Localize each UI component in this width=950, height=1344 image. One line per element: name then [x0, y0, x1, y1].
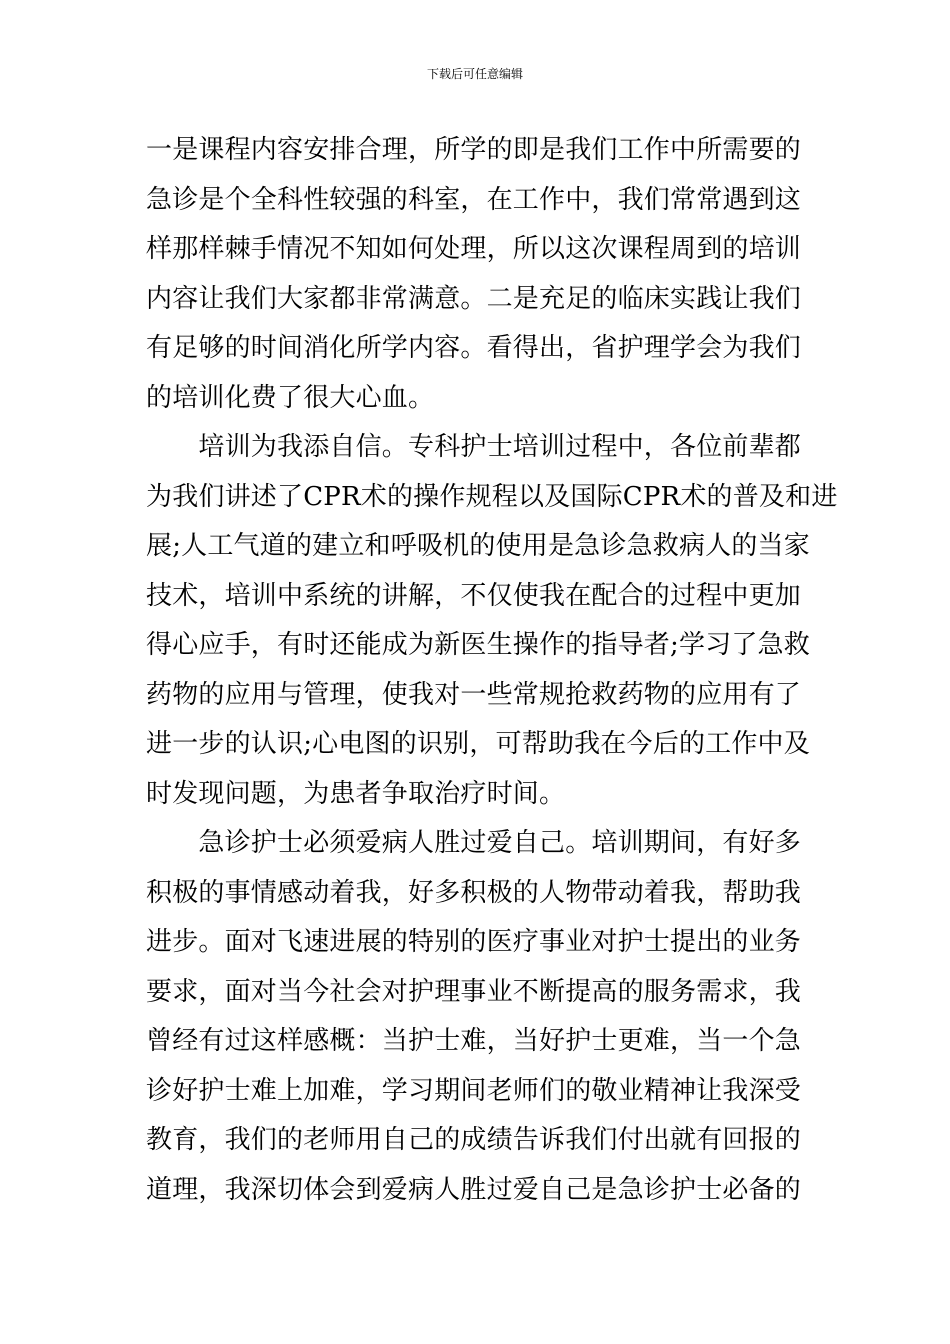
- text-line: 曾经有过这样感概：当护士难，当好护士更难，当一个急: [146, 1026, 802, 1056]
- text-line: 道理，我深切体会到爱病人胜过爱自己是急诊护士必备的: [146, 1174, 802, 1205]
- text-line: 技术，培训中系统的讲解，不仅使我在配合的过程中更加: [146, 580, 802, 611]
- text-line: 一是课程内容安排合理，所学的即是我们工作中所需要的: [146, 135, 802, 165]
- text-line: 为我们讲述了CPR术的操作规程以及国际CPR术的普及和进: [146, 481, 838, 512]
- text-line: 培训为我添自信。专科护士培训过程中，各位前辈都: [146, 432, 802, 462]
- text-line: 内容让我们大家都非常满意。二是充足的临床实践让我们: [146, 283, 802, 314]
- body-text: [146, 126, 838, 1215]
- text-line: 要求，面对当今社会对护理事业不断提高的服务需求，我: [146, 976, 802, 1007]
- text-line: 的培训化费了很大心血。: [146, 382, 435, 413]
- text-line: 进一步的认识;心电图的识别，可帮助我在今后的工作中及: [146, 729, 810, 759]
- text-line: 展;人工气道的建立和呼吸机的使用是急诊急救病人的当家: [146, 531, 810, 561]
- text-line: 急诊是个全科性较强的科室，在工作中，我们常常遇到这: [146, 184, 802, 215]
- text-line: 得心应手，有时还能成为新医生操作的指导者;学习了急救: [146, 630, 810, 660]
- text-line: 时发现问题，为患者争取治疗时间。: [146, 778, 566, 809]
- text-line: 进步。面对飞速进展的特别的医疗事业对护士提出的业务: [146, 927, 802, 957]
- text-line: 教育，我们的老师用自己的成绩告诉我们付出就有回报的: [146, 1125, 802, 1155]
- text-line: 样那样棘手情况不知如何处理，所以这次课程周到的培训: [146, 234, 802, 264]
- text-line: 有足够的时间消化所学内容。看得出，省护理学会为我们: [146, 333, 802, 363]
- page-header: 下载后可任意编辑: [426, 67, 523, 81]
- text-line: 积极的事情感动着我，好多积极的人物带动着我，帮助我: [146, 877, 802, 908]
- text-line: 药物的应用与管理，使我对一些常规抢救药物的应用有了: [146, 679, 802, 710]
- text-line: 诊好护士难上加难，学习期间老师们的敬业精神让我深受: [146, 1075, 802, 1106]
- text-line: 急诊护士必须爱病人胜过爱自己。培训期间，有好多: [146, 828, 802, 858]
